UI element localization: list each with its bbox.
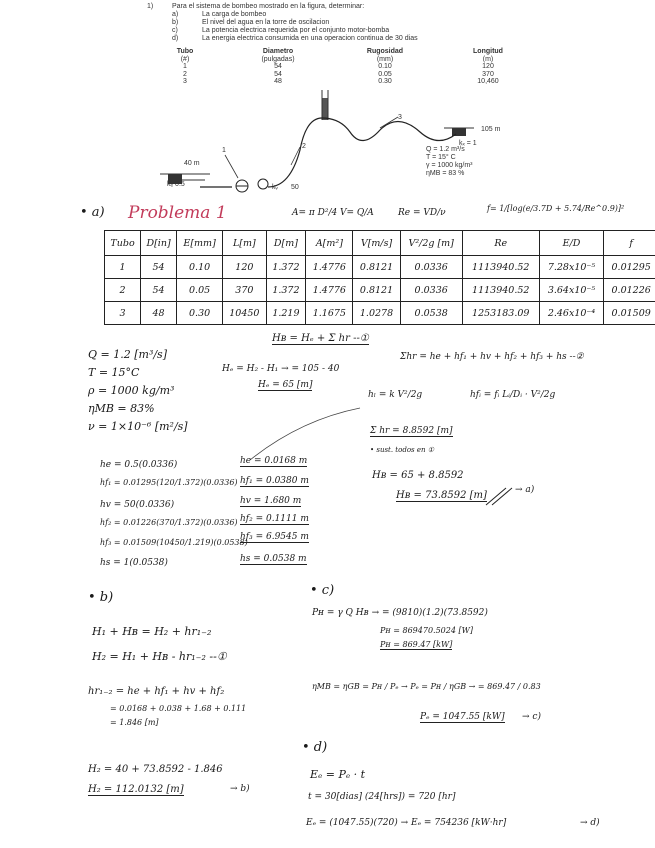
given-cell: 10,460 [477, 78, 499, 85]
answer-a-arrow: → a) [515, 485, 535, 495]
hr12-definition: hr₁₋₂ = he + hf₁ + hv + hf₂ [88, 686, 225, 697]
given-header: Rugosidad [366, 48, 404, 55]
friction-loss-formula: hfᵢ = fᵢ Lᵢ/Dᵢ · V²/2g [470, 390, 556, 400]
loss-result: hs = 0.0538 m [240, 554, 307, 564]
energy-equation: Eₑ = Pₑ · t [310, 768, 366, 781]
sum-hr-definition: Σhr = he + hf₁ + hv + hf₂ + hf₃ + hs --② [400, 352, 584, 362]
loss-expression: hf₃ = 0.01509(10450/1.219)(0.0538) [100, 538, 248, 547]
calc-cell: 1113940.52 [462, 256, 539, 279]
loss-expression: hs = 1(0.0538) [100, 558, 168, 568]
calc-th: Tubo [105, 231, 141, 256]
calc-th: E[mm] [177, 231, 223, 256]
given-unit: (m) [482, 55, 494, 63]
calc-cell: 0.01295 [604, 256, 655, 279]
calc-th: f [604, 231, 655, 256]
loss-expression: hf₁ = 0.01295(120/1.372)(0.0336) [100, 478, 238, 487]
given-cell: 120 [482, 63, 494, 70]
calc-cell: 0.8121 [353, 256, 400, 279]
efficiency-eq: ηMB = ηGB = Pʜ / Pₑ → Pₑ = Pʜ / ηGB → = 869.47 / 0.83 [312, 682, 541, 691]
calc-cell: 0.01226 [604, 279, 655, 302]
pipe-2-label: 2 [302, 143, 306, 150]
loss-result: hv = 1.680 m [240, 496, 302, 506]
fig-data: T = 15° C [426, 154, 456, 161]
b-equation-1: H₁ + Hʙ = H₂ + hr₁₋₂ [92, 625, 212, 638]
valve-coefficient-value: 50 [291, 184, 299, 191]
given-header: Longitud [473, 48, 503, 55]
loss-result: he = 0.0168 m [240, 456, 308, 466]
loss-expression: hf₂ = 0.01226(370/1.372)(0.0336) [100, 518, 238, 527]
valve-coefficient: kᵥ [272, 184, 278, 191]
part-c-label: • c) [310, 583, 335, 598]
fig-data: γ = 1000 kg/m³ [426, 162, 473, 169]
substitution-note: • sust. todos en ① [370, 446, 435, 454]
given-cell: 0.05 [378, 70, 392, 78]
part-d-label: • d) [302, 740, 328, 755]
given-cell: 3 [183, 78, 187, 85]
calc-th: Re [462, 231, 539, 256]
calc-cell: 2.46x10⁻⁴ [539, 302, 604, 325]
answer-b-arrow: → b) [230, 784, 250, 794]
loss-result: hf₃ = 6.9545 m [240, 532, 309, 542]
calc-cell: 1 [105, 256, 141, 279]
pipe-3-label: 3 [398, 114, 402, 121]
calc-cell: 0.0538 [400, 302, 462, 325]
calc-cell: 54 [141, 279, 177, 302]
he-value: Hₑ = 65 [m] [258, 380, 313, 390]
calc-th: D[in] [141, 231, 177, 256]
loss-result: hf₂ = 0.1111 m [240, 514, 309, 524]
item-letter: c) [172, 27, 178, 34]
item-letter: d) [172, 35, 179, 42]
hb-final: Hʙ = 73.8592 [m] [396, 490, 487, 501]
calc-cell: 1.1675 [306, 302, 353, 325]
fig-data: Q = 1.2 m³/s [426, 146, 465, 153]
hb-equation: Hʙ = Hₑ + Σ hr --① [272, 333, 369, 344]
calc-cell: 48 [141, 302, 177, 325]
right-elevation: 105 m [481, 126, 501, 133]
given-unit: (pulgadas) [261, 55, 295, 63]
part-b-label: • b) [88, 590, 114, 605]
calc-cell: 0.8121 [353, 279, 400, 302]
item-text: La carga de bombeo [202, 11, 267, 18]
b-equation-2: H₂ = H₁ + Hʙ - hr₁₋₂ --① [92, 650, 227, 663]
given-cell: 0.30 [378, 78, 392, 85]
given-header: Tubo [176, 48, 194, 55]
reynolds-formula: Re = VD/ν [398, 208, 446, 218]
h2-substitution: H₂ = 40 + 73.8592 - 1.846 [88, 764, 223, 775]
calc-cell: 7.28x10⁻⁵ [539, 256, 604, 279]
calc-cell: 0.30 [177, 302, 223, 325]
h2-value: H₂ = 112.0132 [m] [88, 784, 184, 795]
calc-th: E/D [539, 231, 604, 256]
hb-substitution: Hʙ = 65 + 8.8592 [372, 470, 464, 481]
energy-value: Eₑ = (1047.55)(720) → Eₑ = 754236 [kW·hr] [306, 818, 507, 828]
calc-cell: 2 [105, 279, 141, 302]
calc-cell: 1253183.09 [462, 302, 539, 325]
calc-cell: 1.219 [266, 302, 306, 325]
friction-formula: f= 1/[log(e/3.7D + 5.74/Re^0.9)]² [487, 204, 625, 213]
calc-cell: 1.0278 [353, 302, 400, 325]
double-strike [486, 488, 506, 505]
exit-coefficient: kₓ = 1 [459, 140, 477, 147]
velocity-formula: V= Q/A [340, 208, 374, 218]
problem-statement: Para el sistema de bombeo mostrado en la figura, determinar: [172, 3, 365, 10]
item-text: El nivel del agua en la torre de oscilacion [202, 19, 330, 26]
given-unit: (mm) [376, 55, 394, 63]
item-text: La energia electrica consumida en una operacion continua de 30 dias [202, 35, 418, 42]
calc-cell: 3.64x10⁻⁵ [539, 279, 604, 302]
given-header: Diametro [262, 48, 294, 55]
calc-cell: 0.10 [177, 256, 223, 279]
loss-expression: he = 0.5(0.0336) [100, 460, 178, 470]
he-equation: Hₑ = H₂ - H₁ → = 105 - 40 [222, 364, 340, 374]
local-loss-formula: hₗ = k V²/2g [368, 390, 423, 400]
given-nu: ν = 1×10⁻⁶ [m²/s] [88, 420, 188, 433]
answer-d-arrow: → d) [580, 818, 600, 828]
calc-cell: 370 [223, 279, 266, 302]
calc-th: A[m²] [306, 231, 353, 256]
calc-cell: 10450 [223, 302, 266, 325]
given-cell: 1 [183, 63, 187, 70]
pointer-arrow [250, 408, 360, 460]
given-unit: (#) [180, 55, 190, 63]
calc-cell: 54 [141, 256, 177, 279]
calc-cell: 0.0336 [400, 256, 462, 279]
hydraulic-power-eq: Pʜ = γ Q Hʙ → = (9810)(1.2)(73.8592) [312, 608, 488, 618]
calc-cell: 120 [223, 256, 266, 279]
item-letter: a) [172, 11, 179, 18]
electric-power-value: Pₑ = 1047.55 [kW] [420, 712, 505, 722]
calc-cell: 1.372 [266, 279, 306, 302]
given-cell: 370 [482, 70, 494, 78]
calc-cell: 1.372 [266, 256, 306, 279]
given-t: T = 15°C [88, 366, 140, 379]
loss-expression: hv = 50(0.0336) [100, 500, 175, 510]
answer-c-arrow: → c) [522, 712, 541, 722]
given-cell: 54 [274, 63, 282, 70]
calc-th: L[m] [223, 231, 266, 256]
given-cell: 54 [274, 70, 282, 78]
entrance-coefficient: kₑ 0.5 [167, 181, 185, 188]
calc-cell: 1.4776 [306, 256, 353, 279]
left-elevation: 40 m [184, 160, 200, 167]
sum-hr-value: Σ hr = 8.8592 [m] [370, 426, 453, 436]
calc-cell: 1.4776 [306, 279, 353, 302]
calc-cell: 3 [105, 302, 141, 325]
calc-cell: 0.0336 [400, 279, 462, 302]
given-cell: 48 [274, 78, 282, 85]
hr12-value: = 1.846 [m] [110, 718, 159, 727]
hydraulic-power-w: Pʜ = 869470.5024 [W] [380, 626, 473, 635]
item-letter: b) [172, 19, 179, 26]
calc-th: V²/2g [m] [400, 231, 462, 256]
calc-cell: 0.05 [177, 279, 223, 302]
problem-number: 1) [147, 3, 154, 10]
hr12-substitution: = 0.0168 + 0.038 + 1.68 + 0.111 [110, 704, 247, 713]
time-equation: t = 30[dias] (24[hrs]) = 720 [hr] [308, 792, 456, 802]
loss-result: hf₁ = 0.0380 m [240, 476, 309, 486]
calc-cell: 1113940.52 [462, 279, 539, 302]
given-rho: ρ = 1000 kg/m³ [88, 384, 175, 397]
area-formula: A= π D²/4 [292, 208, 338, 218]
given-q: Q = 1.2 [m³/s] [88, 348, 167, 361]
solution-title: Problema 1 [128, 203, 227, 223]
part-a-label: • a) [80, 205, 105, 220]
pipe-1-label: 1 [222, 147, 226, 154]
hydraulic-power-kw: Pʜ = 869.47 [kW] [380, 640, 453, 649]
calc-th: V[m/s] [353, 231, 400, 256]
double-strike [492, 488, 512, 505]
fig-data: ηMB = 83 % [426, 170, 465, 177]
calc-th: D[m] [266, 231, 306, 256]
given-eta: ηMB = 83% [88, 402, 155, 415]
item-text: La potencia electrica requerida por el conjunto motor-bomba [202, 27, 390, 34]
given-cell: 2 [183, 70, 187, 78]
calc-cell: 0.01509 [604, 302, 655, 325]
given-cell: 0.10 [378, 63, 392, 70]
